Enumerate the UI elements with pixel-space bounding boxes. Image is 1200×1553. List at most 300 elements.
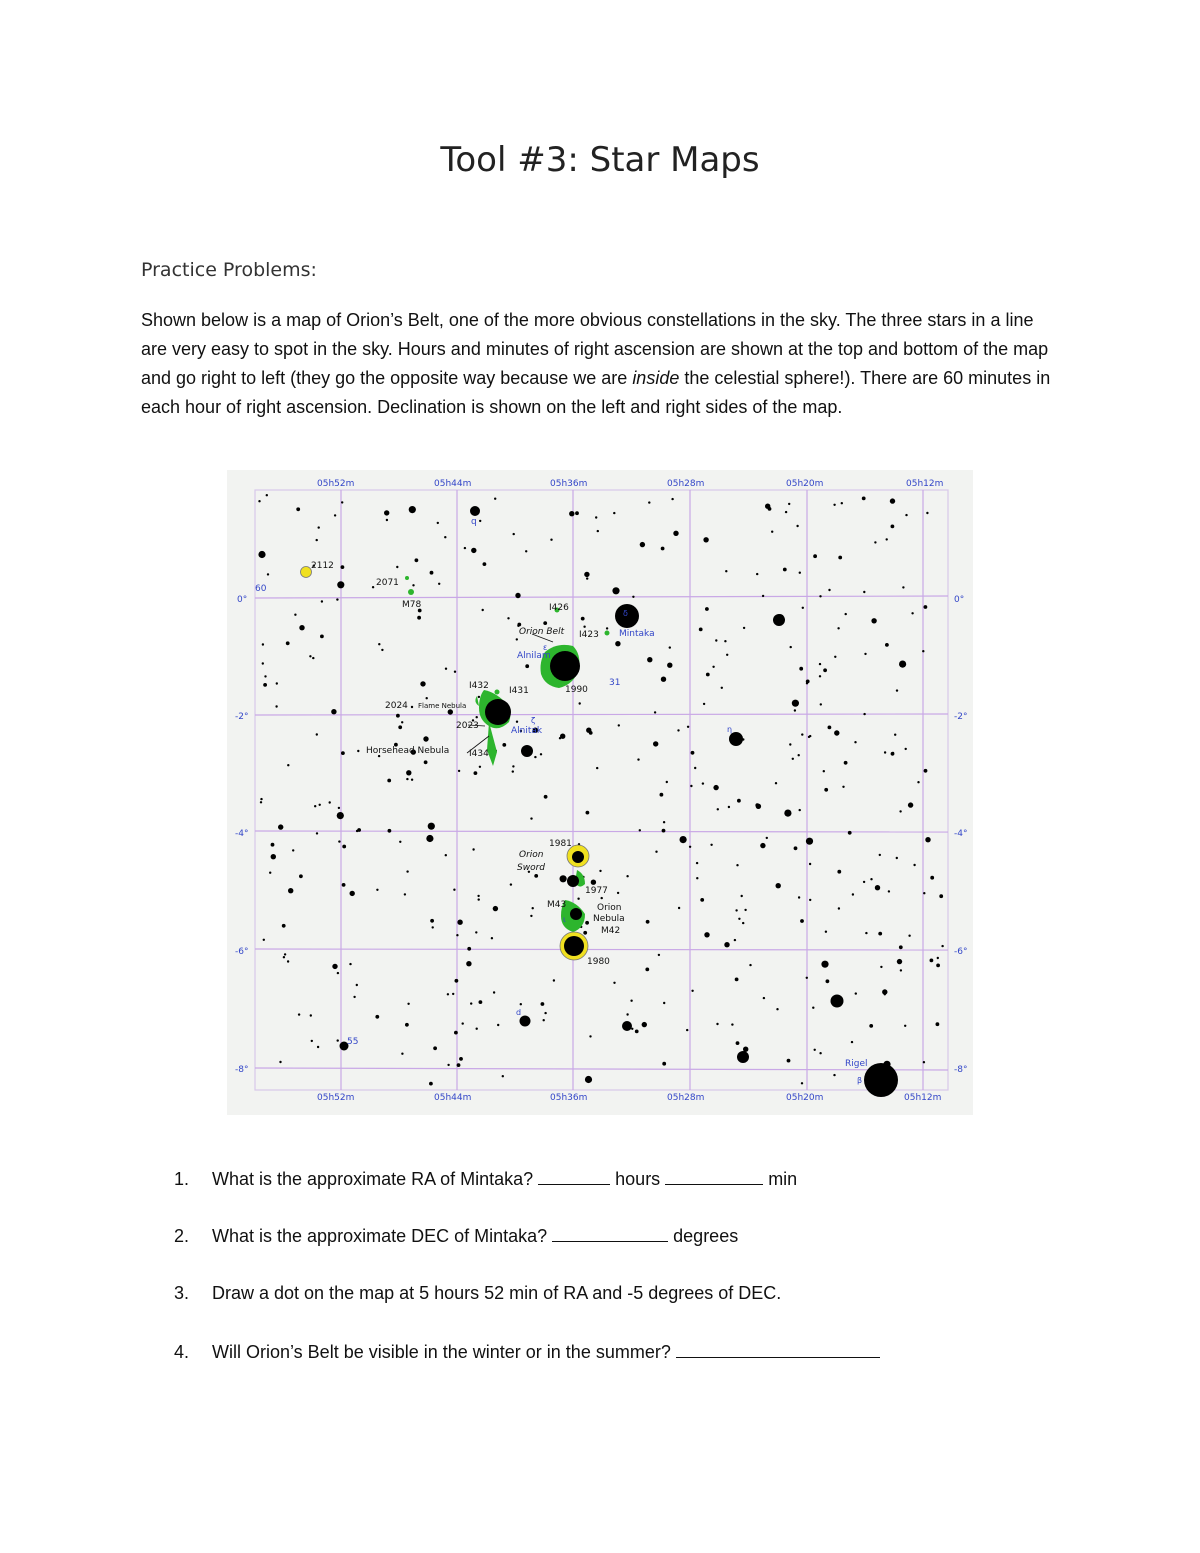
- background-star: [372, 586, 374, 588]
- background-star: [710, 844, 712, 846]
- background-star: [799, 572, 801, 574]
- background-star: [471, 548, 476, 553]
- background-star: [904, 1025, 906, 1027]
- background-star: [728, 806, 730, 808]
- background-star: [813, 554, 817, 558]
- background-star: [896, 689, 898, 691]
- question-text: What is the approximate DEC of Mintaka?: [212, 1226, 553, 1246]
- background-star: [585, 1076, 592, 1083]
- background-star: [275, 705, 277, 707]
- background-star: [905, 514, 907, 516]
- background-star: [613, 982, 615, 984]
- star: [567, 875, 579, 887]
- ra-label-top: 05h28m: [667, 479, 705, 489]
- nebula-patch: [405, 576, 409, 580]
- background-star: [430, 571, 434, 575]
- map-label: Rigel: [845, 1059, 868, 1069]
- ra-label-bottom: 05h36m: [550, 1093, 588, 1103]
- background-star: [689, 846, 691, 848]
- background-star: [736, 1041, 740, 1045]
- background-star: [575, 511, 579, 515]
- background-star: [884, 993, 886, 995]
- background-star: [596, 767, 598, 769]
- background-star: [798, 754, 800, 756]
- ra-label-bottom: 05h28m: [667, 1093, 705, 1103]
- background-star: [438, 583, 440, 585]
- background-star: [673, 531, 678, 536]
- background-star: [865, 932, 867, 934]
- dec-label-left: 0°: [237, 595, 248, 605]
- background-star: [502, 743, 506, 747]
- background-star: [332, 964, 337, 969]
- map-label: 1981: [549, 839, 572, 849]
- background-star: [299, 625, 304, 630]
- background-star: [892, 752, 894, 754]
- background-star: [269, 872, 271, 874]
- background-star: [735, 909, 737, 911]
- background-star: [715, 639, 717, 641]
- map-label: Mintaka: [619, 629, 655, 639]
- background-star: [424, 760, 428, 764]
- background-star: [833, 1074, 835, 1076]
- background-star: [512, 765, 514, 767]
- background-star: [510, 883, 512, 885]
- background-star: [278, 824, 283, 829]
- map-label: M43: [547, 900, 567, 910]
- background-star: [452, 993, 454, 995]
- map-label: Orion: [519, 850, 544, 860]
- background-star: [586, 728, 591, 733]
- map-grid: [255, 490, 948, 1090]
- background-star: [842, 786, 844, 788]
- background-star: [388, 829, 392, 833]
- background-star: [387, 779, 391, 783]
- background-star: [880, 966, 882, 968]
- background-star: [497, 1024, 499, 1026]
- map-label: 1980: [587, 957, 610, 967]
- background-star: [534, 874, 538, 878]
- background-star: [654, 711, 656, 713]
- background-star: [577, 898, 579, 900]
- background-star: [787, 1059, 791, 1063]
- ra-label-top: 05h20m: [786, 479, 824, 489]
- background-star: [479, 520, 481, 522]
- background-star: [838, 556, 842, 560]
- background-star: [595, 516, 597, 518]
- background-star: [474, 771, 478, 775]
- background-star: [824, 788, 828, 792]
- background-star: [785, 511, 787, 513]
- background-star: [283, 956, 285, 958]
- map-label: I426: [549, 603, 569, 613]
- background-star: [626, 875, 628, 877]
- answer-blank-hours[interactable]: [538, 1168, 610, 1185]
- background-star: [700, 898, 704, 902]
- star-rigel: [864, 1063, 898, 1097]
- question-number: 1.: [174, 1169, 190, 1189]
- background-star: [512, 770, 514, 772]
- background-star: [645, 968, 649, 972]
- background-star: [476, 1028, 478, 1030]
- background-star: [743, 627, 745, 629]
- background-star: [686, 1029, 688, 1031]
- background-star: [411, 706, 413, 708]
- background-star: [258, 551, 265, 558]
- background-star: [586, 577, 588, 579]
- nebula-patch: [605, 631, 610, 636]
- background-star: [894, 734, 896, 736]
- dec-label-right: -4°: [954, 829, 968, 839]
- map-label: I432: [469, 681, 489, 691]
- question-3: [141, 1283, 781, 1304]
- background-star: [618, 724, 620, 726]
- background-star: [691, 751, 695, 755]
- map-label: Orion: [597, 903, 622, 913]
- background-star: [271, 854, 276, 859]
- background-star: [401, 721, 403, 723]
- background-star: [617, 892, 619, 894]
- background-star: [426, 697, 428, 699]
- background-star: [553, 979, 555, 981]
- background-star: [852, 893, 854, 895]
- background-star: [662, 829, 666, 833]
- background-star: [775, 782, 777, 784]
- background-star: [336, 598, 338, 600]
- background-star: [586, 811, 590, 815]
- background-star: [407, 1003, 409, 1005]
- map-label: d: [516, 1008, 522, 1017]
- map-label: M78: [402, 600, 422, 610]
- background-star: [342, 845, 346, 849]
- background-star: [396, 714, 400, 718]
- background-star: [924, 769, 928, 773]
- background-star: [844, 761, 848, 765]
- background-star: [341, 751, 345, 755]
- background-star: [890, 498, 895, 503]
- background-star: [687, 726, 689, 728]
- star: [521, 745, 533, 757]
- star-iota: [564, 936, 584, 956]
- background-star: [926, 512, 928, 514]
- star: [831, 995, 844, 1008]
- background-star: [941, 945, 943, 947]
- background-star: [493, 991, 495, 993]
- intro-text-2: the celestial sphere!). There are 60 minutes in each hour of right ascension. Declination is shown on the left and right sides of the map.: [141, 368, 1051, 417]
- dec-label-left: -4°: [235, 829, 249, 839]
- background-star: [258, 500, 260, 502]
- background-star: [794, 709, 796, 711]
- star-map: [227, 470, 973, 1115]
- background-star: [296, 507, 300, 511]
- background-star: [411, 779, 413, 781]
- ra-label-bottom: 05h52m: [317, 1093, 355, 1103]
- map-label: I434: [469, 749, 489, 759]
- background-star: [771, 531, 773, 533]
- background-star: [314, 805, 316, 807]
- background-star: [543, 621, 547, 625]
- background-star: [583, 626, 585, 628]
- background-star: [472, 848, 474, 850]
- background-star: [731, 1023, 733, 1025]
- background-star: [812, 1007, 814, 1009]
- background-star: [376, 889, 378, 891]
- background-star: [936, 964, 940, 968]
- background-star: [445, 668, 447, 670]
- background-star: [599, 870, 601, 872]
- background-star: [279, 1061, 281, 1063]
- background-star: [550, 539, 552, 541]
- background-star: [478, 696, 480, 698]
- background-star: [386, 519, 388, 521]
- map-label: Sword: [517, 863, 545, 873]
- map-label: 31: [609, 678, 621, 688]
- background-star: [337, 1039, 339, 1041]
- background-star: [913, 864, 915, 866]
- background-star: [356, 830, 358, 832]
- clusters: [301, 567, 590, 961]
- background-star: [464, 547, 466, 549]
- ra-label-top: 05h12m: [906, 479, 944, 489]
- background-star: [776, 883, 781, 888]
- background-star: [648, 501, 650, 503]
- background-star: [337, 972, 339, 974]
- background-star: [417, 616, 421, 620]
- background-star: [703, 703, 705, 705]
- background-star: [630, 1000, 632, 1002]
- map-label: Alnitak: [511, 726, 543, 736]
- background-star: [646, 920, 650, 924]
- background-star: [591, 880, 596, 885]
- background-star: [448, 709, 453, 714]
- background-star: [863, 591, 865, 593]
- background-star: [378, 643, 380, 645]
- background-star: [477, 895, 479, 897]
- background-star: [260, 798, 262, 800]
- background-star: [475, 931, 477, 933]
- map-label: Orion Belt: [519, 627, 565, 637]
- background-star: [716, 1023, 718, 1025]
- background-star: [896, 857, 898, 859]
- background-star: [437, 522, 439, 524]
- background-star: [766, 837, 768, 839]
- background-star: [888, 890, 890, 892]
- background-star: [292, 849, 294, 851]
- background-star: [426, 835, 433, 842]
- background-star: [905, 748, 907, 750]
- background-star: [808, 736, 810, 738]
- background-star: [801, 1082, 803, 1084]
- answer-blank-min[interactable]: [665, 1168, 763, 1185]
- background-star: [680, 836, 687, 843]
- background-star: [874, 541, 876, 543]
- star-cluster-1981: [572, 851, 584, 863]
- background-star: [879, 854, 881, 856]
- background-star: [663, 821, 665, 823]
- background-star: [819, 595, 821, 597]
- background-star: [738, 918, 740, 920]
- background-star: [284, 953, 286, 955]
- background-star: [936, 1022, 940, 1026]
- background-star: [735, 978, 739, 982]
- background-star: [834, 730, 839, 735]
- background-star: [456, 934, 458, 936]
- background-star: [349, 963, 351, 965]
- map-label: ε: [543, 643, 548, 652]
- background-star: [406, 770, 411, 775]
- background-star: [939, 894, 943, 898]
- background-star: [515, 593, 520, 598]
- background-star: [263, 939, 265, 941]
- background-star: [601, 897, 603, 899]
- background-star: [483, 562, 487, 566]
- star: [737, 1051, 749, 1063]
- map-label: 1977: [585, 886, 608, 896]
- background-star: [848, 831, 852, 835]
- background-star: [806, 680, 810, 684]
- background-star: [819, 663, 821, 665]
- background-star: [286, 641, 290, 645]
- background-star: [765, 504, 770, 509]
- background-star: [930, 959, 934, 963]
- background-star: [699, 628, 703, 632]
- map-label: 2112: [311, 561, 334, 571]
- background-star: [288, 888, 293, 893]
- background-star: [530, 915, 532, 917]
- background-star: [870, 878, 872, 880]
- background-star: [784, 810, 791, 817]
- background-star: [819, 675, 821, 677]
- dec-label-right: -8°: [954, 1065, 968, 1075]
- background-star: [655, 851, 657, 853]
- background-star: [660, 793, 664, 797]
- background-star: [712, 666, 714, 668]
- background-star: [530, 817, 532, 819]
- background-star: [792, 758, 794, 760]
- background-star: [476, 716, 478, 718]
- map-label: η: [727, 725, 733, 734]
- question-unit: min: [763, 1169, 798, 1189]
- map-label: 2071: [376, 578, 399, 588]
- star: [773, 614, 785, 626]
- background-star: [742, 922, 744, 924]
- background-star: [924, 605, 928, 609]
- background-star: [467, 947, 471, 951]
- background-star: [399, 841, 401, 843]
- horsehead-nebula: [487, 722, 497, 766]
- background-star: [447, 993, 449, 995]
- background-star: [677, 729, 679, 731]
- background-star: [458, 770, 460, 772]
- background-star: [516, 721, 518, 723]
- map-label: Nebula: [593, 914, 625, 924]
- background-star: [653, 741, 658, 746]
- background-star: [342, 883, 346, 887]
- background-star: [796, 525, 798, 527]
- background-star: [299, 874, 303, 878]
- background-star: [799, 667, 803, 671]
- background-star: [862, 497, 866, 501]
- background-star: [802, 607, 804, 609]
- background-star: [696, 862, 698, 864]
- background-star: [800, 919, 804, 923]
- answer-blank-season[interactable]: [676, 1341, 880, 1358]
- background-star: [690, 785, 692, 787]
- background-star: [329, 801, 331, 803]
- background-star: [583, 931, 587, 935]
- background-star: [420, 681, 425, 686]
- answer-blank-degrees[interactable]: [552, 1225, 668, 1242]
- dec-label-left: -8°: [235, 1065, 249, 1075]
- background-star: [507, 617, 509, 619]
- background-star: [661, 547, 665, 551]
- map-label: ζ: [531, 716, 536, 725]
- background-star: [453, 889, 455, 891]
- background-star: [341, 501, 343, 503]
- background-star: [405, 1023, 409, 1027]
- background-star: [479, 766, 481, 768]
- question-number: 3.: [174, 1283, 190, 1303]
- background-star: [762, 595, 764, 597]
- background-star: [540, 753, 542, 755]
- background-star: [647, 657, 652, 662]
- background-star: [637, 758, 639, 760]
- background-star: [713, 785, 718, 790]
- background-star: [353, 996, 355, 998]
- background-star: [694, 767, 696, 769]
- background-star: [263, 683, 267, 687]
- nebula-patch: [495, 690, 500, 695]
- background-star: [337, 812, 344, 819]
- background-star: [589, 1035, 591, 1037]
- cluster-2112: [301, 567, 312, 578]
- star: [729, 732, 743, 746]
- background-star: [262, 643, 264, 645]
- question-unit: hours: [610, 1169, 666, 1189]
- background-star: [294, 614, 296, 616]
- background-star: [908, 802, 913, 807]
- background-star: [667, 663, 672, 668]
- map-label: I431: [509, 686, 529, 696]
- background-star: [885, 643, 889, 647]
- map-label: 55: [347, 1037, 359, 1047]
- background-star: [357, 750, 359, 752]
- background-star: [886, 538, 888, 540]
- background-star: [356, 984, 358, 986]
- star: [622, 1021, 632, 1031]
- background-star: [922, 650, 924, 652]
- background-star: [923, 1061, 925, 1063]
- background-star: [864, 653, 866, 655]
- background-star: [432, 926, 434, 928]
- background-star: [871, 618, 876, 623]
- map-label: ι: [563, 915, 566, 924]
- m78-nebula: [408, 589, 414, 595]
- background-star: [321, 600, 323, 602]
- dec-label-left: -6°: [235, 947, 249, 957]
- question-2: [141, 1225, 738, 1247]
- background-star: [470, 1002, 472, 1004]
- background-star: [801, 733, 803, 735]
- background-star: [282, 924, 286, 928]
- background-star: [809, 899, 811, 901]
- background-star: [809, 863, 811, 865]
- background-star: [406, 870, 408, 872]
- background-star: [462, 1022, 464, 1024]
- background-star: [658, 954, 660, 956]
- background-star: [669, 646, 671, 648]
- ra-label-bottom: 05h20m: [786, 1093, 824, 1103]
- map-label: M42: [601, 926, 621, 936]
